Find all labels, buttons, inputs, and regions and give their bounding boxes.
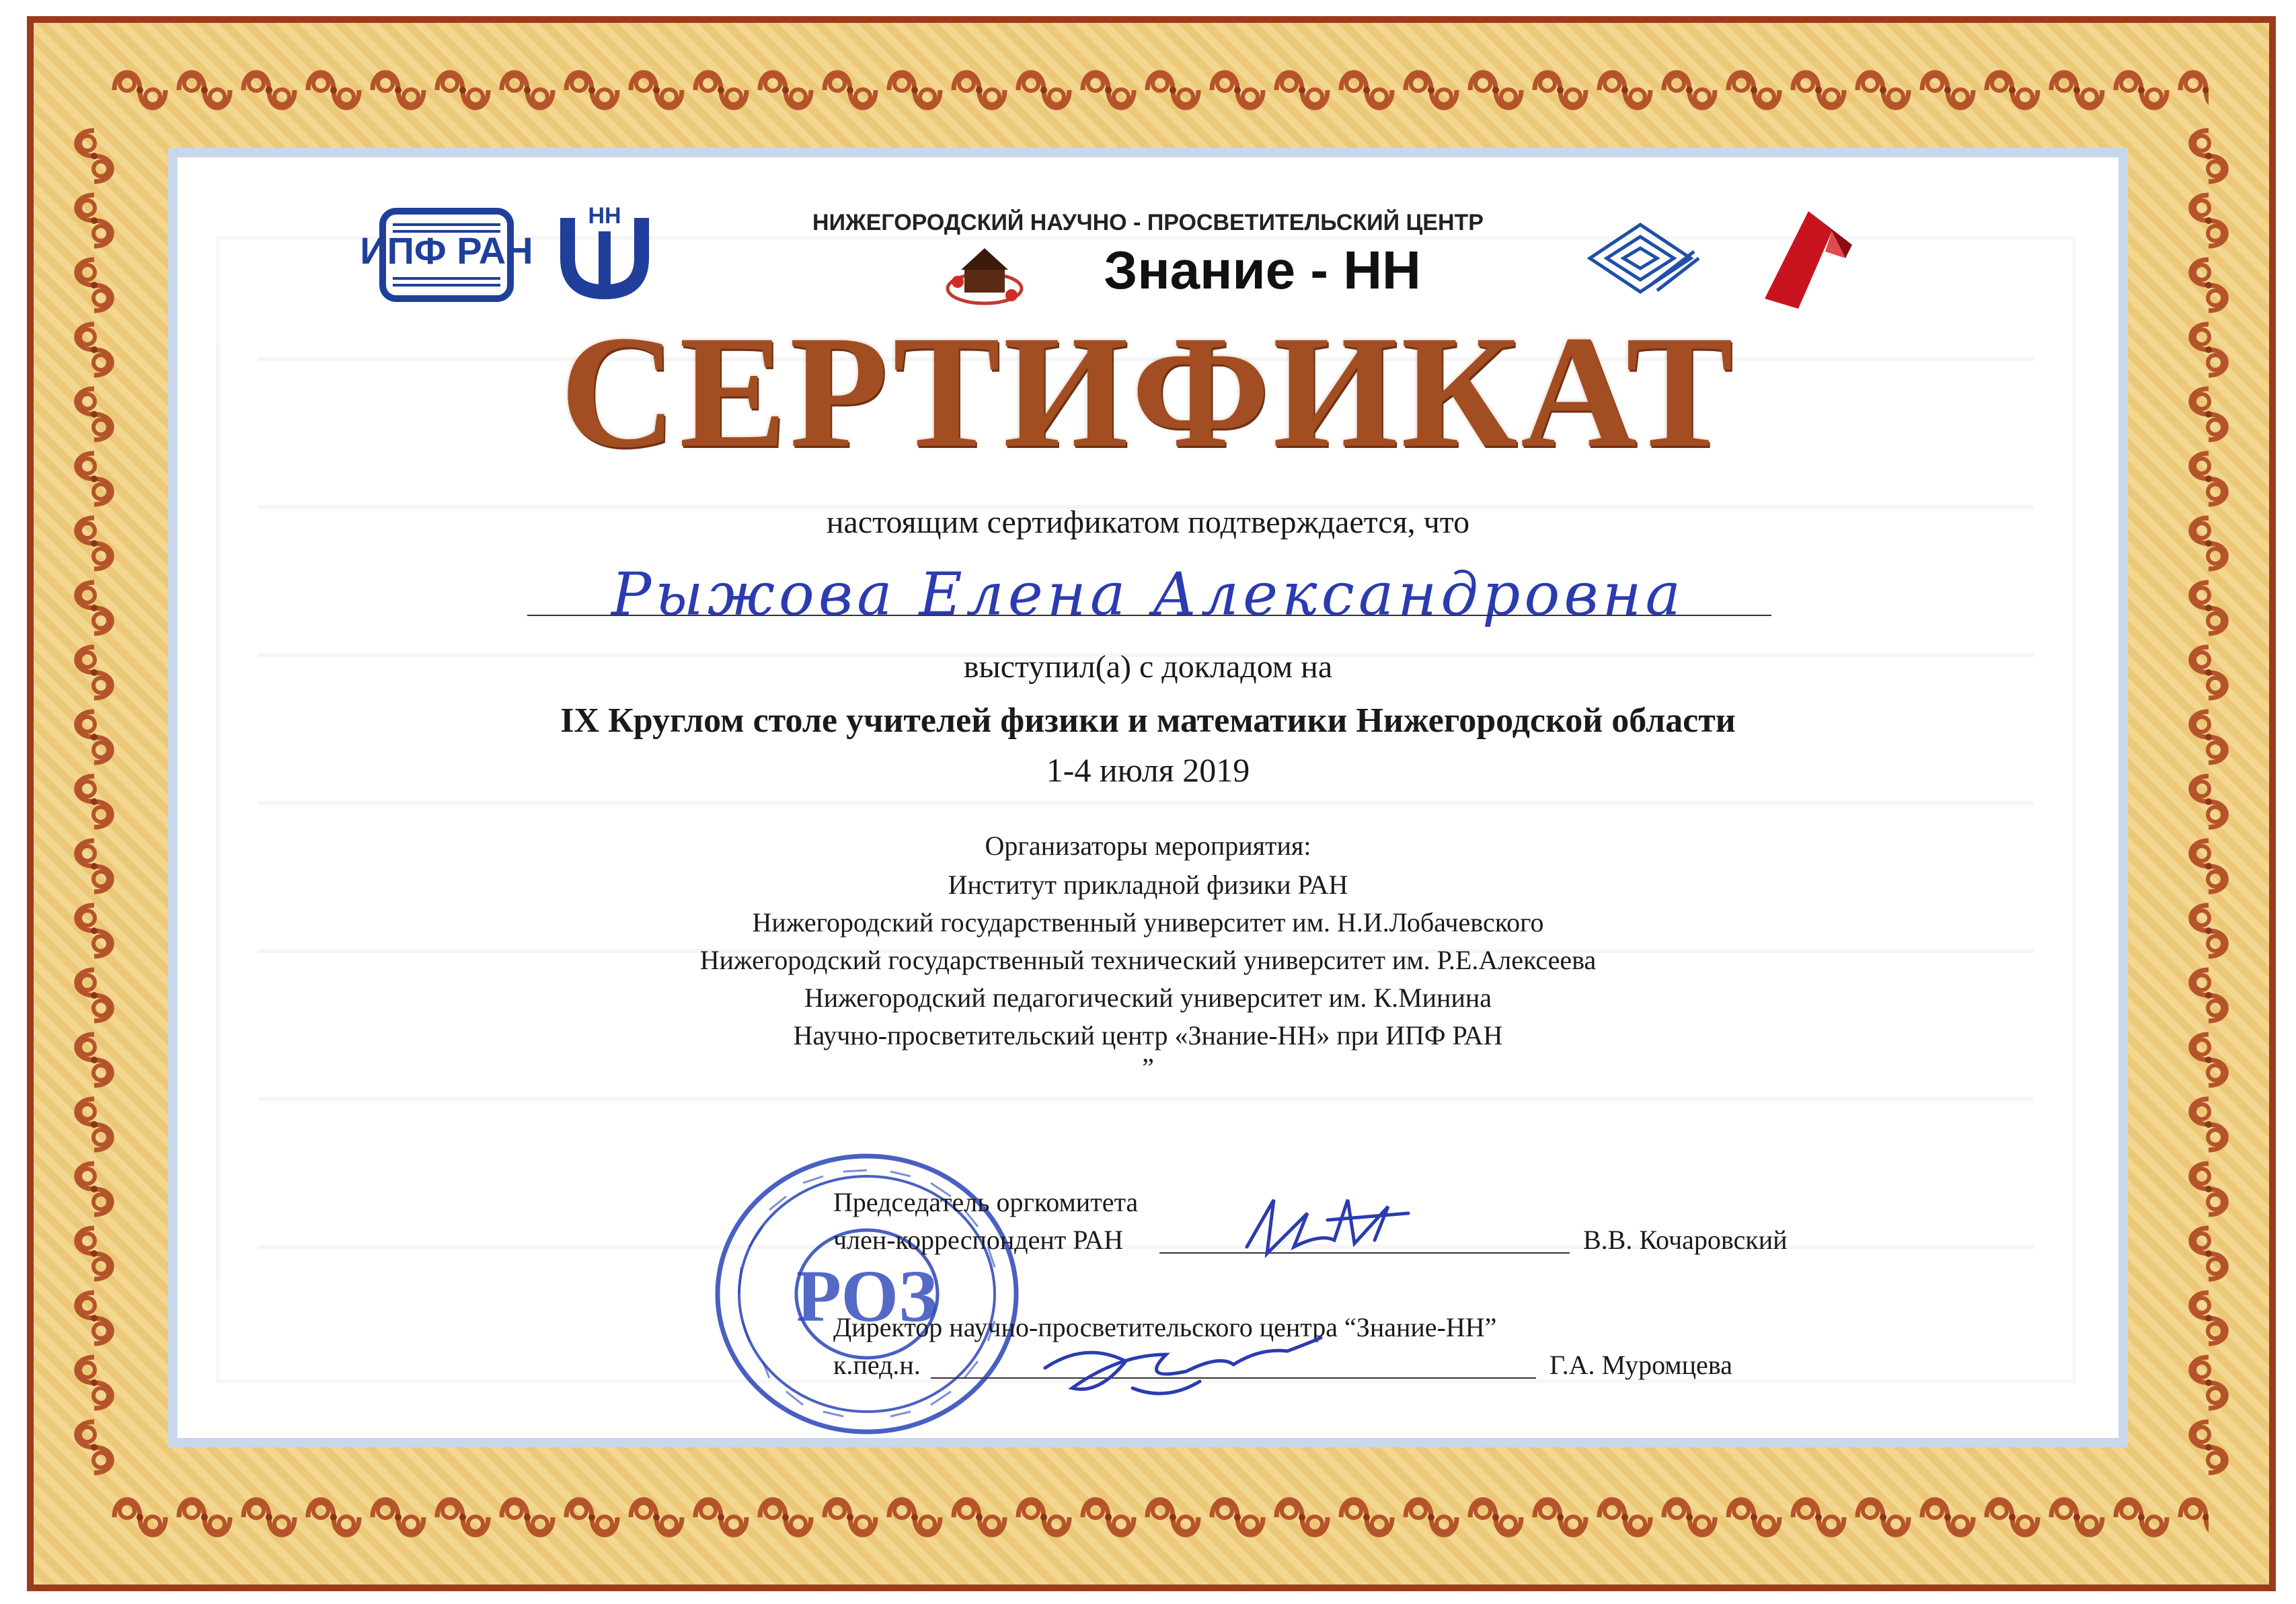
- ornament-border-left: [54, 124, 135, 1484]
- organizers-heading: Организаторы мероприятия:: [985, 831, 1311, 861]
- director-title: Директор научно-просветительского центра “Знание-НН”: [833, 1312, 1497, 1342]
- org-caption: НИЖЕГОРОДСКИЙ НАУЧНО - ПРОСВЕТИТЕЛЬСКИЙ ЦЕНТР: [812, 210, 1484, 235]
- stray-quote-mark: ”: [1142, 1053, 1154, 1083]
- ornament-border-top: [108, 50, 2209, 130]
- director-name: Г.А. Муромцева: [1549, 1350, 1732, 1380]
- organizer-item: Нижегородский педагогический университет им. К.Минина: [804, 983, 1492, 1013]
- znanie-nn-name: Знание - НН: [1104, 240, 1421, 300]
- recipient-name: Рыжова Елена Александровна: [611, 560, 1685, 629]
- ornament-border-bottom: [108, 1477, 2209, 1558]
- chair-title: Председатель оргкомитета: [833, 1187, 1139, 1217]
- certificate-title: СЕРТИФИКАТ: [560, 302, 1736, 481]
- chair-rank: член-корреспондент РАН: [833, 1225, 1124, 1255]
- event-dates: 1-4 июля 2019: [1046, 751, 1250, 789]
- director-signature: [1032, 1314, 1328, 1415]
- ornament-border-right: [2168, 124, 2249, 1484]
- recipient-underline: [527, 615, 1771, 616]
- intro-text: настоящим сертификатом подтверждается, что: [826, 504, 1470, 540]
- event-title: IX Круглом столе учителей физики и математики Нижегородской области: [560, 701, 1736, 740]
- director-degree: к.пед.н.: [833, 1350, 921, 1380]
- ipf-logo-text: ИПФ РАН: [360, 229, 533, 272]
- stamp-center-text: РОЗ: [796, 1255, 938, 1337]
- chair-signature: [1233, 1173, 1422, 1267]
- organizer-item: Нижегородский государственный технический университет им. Р.Е.Алексеева: [699, 945, 1597, 975]
- certificate-body: [168, 148, 2128, 1447]
- chair-name: В.В. Кочаровский: [1583, 1225, 1788, 1255]
- nnu-logo-text: НН: [588, 203, 621, 229]
- organizer-item: Нижегородский государственный университет им. Н.И.Лобачевского: [752, 907, 1544, 938]
- organizer-item: Институт прикладной физики РАН: [948, 870, 1348, 900]
- organizer-item: Научно-просветительский центр «Знание-НН» при ИПФ РАН: [793, 1020, 1503, 1051]
- action-text: выступил(а) с докладом на: [963, 649, 1333, 685]
